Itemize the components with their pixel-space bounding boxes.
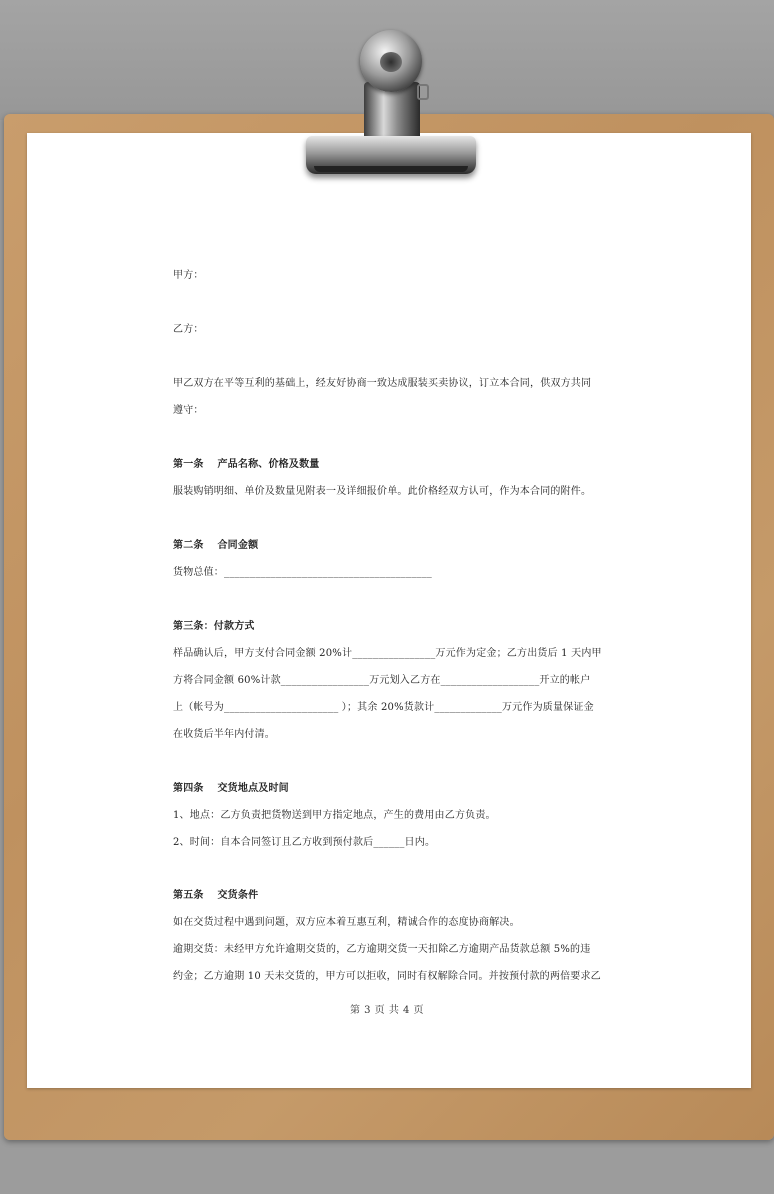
article-2-text: 货物总值：________________________________________: [173, 567, 432, 578]
binder-clip: [306, 136, 476, 174]
party-a-label: 甲方：: [173, 270, 204, 281]
article-3-line-1: 样品确认后，甲方支付合同金额 20%计________________万元作为定金；乙方出货后 1 天内甲: [173, 648, 602, 659]
page-footer: 第 3 页 共 4 页: [349, 1005, 425, 1016]
article-1-text: 服装购销明细、单价及数量见附表一及详细报价单。此价格经双方认可，作为本合同的附件。: [173, 486, 592, 497]
intro-line-2: 遵守：: [173, 405, 204, 416]
party-b-label: 乙方：: [173, 324, 204, 335]
article-5-line-2: 逾期交货：未经甲方允许逾期交货的，乙方逾期交货一天扣除乙方逾期产品货款总额 5%的违: [173, 944, 591, 955]
article-4-line-1: 1、地点：乙方负责把货物送到甲方指定地点，产生的费用由乙方负责。: [173, 810, 496, 821]
article-3-line-2: 方将合同金额 60%计款_________________万元划入乙方在___________________开立的帐户: [173, 675, 591, 686]
article-4-line-2: 2、时间：自本合同签订且乙方收到预付款后______日内。: [173, 837, 436, 848]
article-3-line-3: 上（帐号为______________________ ）；其余 20%货款计_____________万元作为质量保证金: [173, 702, 594, 713]
article-5-title: 第五条 交货条件: [173, 890, 259, 901]
article-1-title: 第一条 产品名称、价格及数量: [173, 459, 320, 470]
article-5-line-3: 约金；乙方逾期 10 天未交货的，甲方可以拒收，同时有权解除合同。并按预付款的两倍要求乙: [173, 971, 601, 982]
article-5-line-1: 如在交货过程中遇到问题，双方应本着互惠互利，精诚合作的态度协商解决。: [173, 917, 520, 928]
article-3-line-4: 在收货后半年内付清。: [173, 729, 275, 740]
clip-hole: [380, 52, 402, 72]
clip-pin: [417, 84, 429, 100]
article-4-title: 第四条 交货地点及时间: [173, 783, 289, 794]
intro-line-1: 甲乙双方在平等互利的基础上，经友好协商一致达成服装买卖协议，订立本合同，供双方共同: [173, 378, 592, 389]
article-2-title: 第二条 合同金额: [173, 540, 259, 551]
article-3-title: 第三条：付款方式: [173, 621, 255, 632]
